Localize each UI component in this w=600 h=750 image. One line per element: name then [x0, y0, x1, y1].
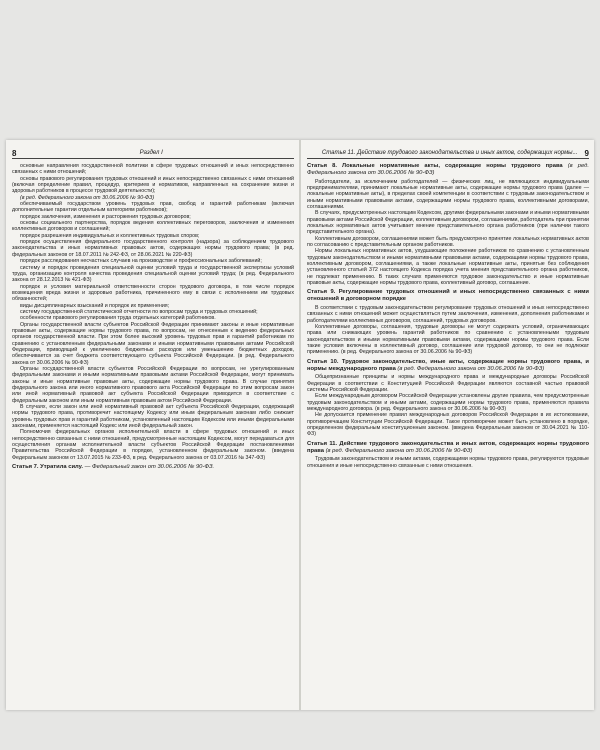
paragraph: порядок расследования несчастных случаев на производстве и профессиональных заболеваний; [20, 258, 262, 265]
article-7-title: Статья 7. Утратила силу. [12, 464, 83, 471]
left-page-number: 8 [12, 149, 17, 158]
right-page-number: 9 [584, 149, 589, 158]
article-10-heading [307, 359, 589, 373]
article-11-heading [307, 441, 589, 455]
paragraph: Органы государственной власти субъектов Российской Федерации по вопросам, не урегулированным федеральными законами и иными нормативными правовыми актами Российской Федерации, могут принимать законы и иные нормативные правовые акты, содержащие нормы трудового права. В случае принятия федерального закона или иного нормативного правового акта Российской Федерации по этим вопросам закон или иной нормативный правовой акт субъекта Российской Федерации приводится в соответствие с федеральным законом или иным нормативным правовым актом Российской Федерации. [12, 366, 294, 404]
paragraph: Коллективные договоры, соглашения, трудовые договоры не могут содержать условий, ограничивающих права или снижающих уровень гарантий работников по сравнению с установленными трудовым законодательством и иными нормативными правовыми актами, содержащими нормы трудового права. Если такие условия включены в коллективный договор, соглашение или трудовой договор, то они не подлежат применению. (в ред. Федерального закона от 30.06.2006 № 90-ФЗ) [307, 324, 589, 356]
paragraph: основные направления государственной политики в сфере трудовых отношений и иных непосредственно связанных с ними отношений; [12, 163, 294, 176]
paragraph: основы правового регулирования трудовых отношений и иных непосредственно связанных с ними отношений (включая определение правил, процедур, критериев и нормативов, направленных на сохранение жизни и здоровья работников в процессе трудовой деятельности); [12, 175, 294, 195]
paragraph: Коллективным договором, соглашениями может быть предусмотрено принятие локальных нормативных актов по согласованию с представительным органом работников. [307, 235, 589, 249]
book-spread [6, 140, 594, 710]
book-gutter [299, 140, 301, 710]
article-8-edition: (в ред. Федерального закона от 30.06.2006 № 90-ФЗ) [307, 163, 589, 176]
paragraph: В соответствии с трудовым законодательством регулирование трудовых отношений и иных непосредственно связанных с ними отношений может осуществляться путем заключения, изменения, дополнения работниками и работодателями коллективных договоров, соглашений, трудовых договоров. [307, 305, 589, 324]
paragraph: обеспечиваемый государством уровень трудовых прав, свобод и гарантий работникам (включая дополнительные гарантии отдельным категориям работников); [12, 201, 294, 214]
paragraph: порядок и условия материальной ответственности сторон трудового договора, в том числе порядок возмещения вреда жизни и здоровью работника, причиненного ему в связи с исполнением им трудовых обязанностей; [12, 283, 294, 303]
paragraph: порядок разрешения индивидуальных и коллективных трудовых споров; [20, 232, 200, 239]
article-11-edition: (в ред. Федерального закона от 30.06.2006 № 90-ФЗ) [325, 447, 473, 454]
paragraph: виды дисциплинарных взысканий и порядок их применения; [20, 302, 170, 309]
article-8-heading [307, 163, 589, 177]
running-head-title: Статья 11. Действие трудового законодательства и иных актов, содержащих нормы... [321, 150, 578, 156]
section-title: Раздел I [139, 150, 163, 156]
paragraph: систему и порядок проведения специальной оценки условий труда и государственной экспертизы условий труда, организацию контроля качества проведения специальной оценки условий труда; (в ред. Федерального закона от 28.12.2013 № 421-ФЗ) [12, 264, 294, 284]
paragraph: Нормы локальных нормативных актов, ухудшающие положение работников по сравнению с установленным трудовым законодательством и иными нормативными правовыми актами, содержащими нормы трудового права, коллективным договором, соглашениями, а также локальные нормативные акты, принятые без соблюдения установленного статьей 372 настоящего Кодекса порядка учета мнения представительного органа работников, не подлежат применению. В таких случаях применяются трудовое законодательство и иные нормативные правовые акты, содержащие нормы трудового права, коллективный договор, соглашение. [307, 248, 589, 287]
paragraph: основы социального партнерства, порядок ведения коллективных переговоров, заключения и изменения коллективных договоров и соглашений; [12, 220, 294, 233]
right-page [307, 150, 589, 469]
left-page [12, 150, 294, 473]
article-10-edition: (в ред. Федерального закона от 30.06.2006 № 90-ФЗ) [397, 365, 545, 372]
article-11-title: Статья 11. Действие трудового законодательства и иных актов, содержащих нормы трудового права [307, 440, 589, 454]
article-8-title: Статья 8. Локальные нормативные акты, содержащие нормы трудового права [307, 163, 563, 169]
right-running-head [307, 150, 589, 159]
paragraph: Общепризнанные принципы и нормы международного права и международные договоры Российской Федерации в соответствии с Конституцией Российской Федерации являются составной частью правовой системы Российской Федерации. [307, 374, 589, 394]
right-body [307, 163, 589, 469]
paragraph: Работодатели, за исключением работодателей — физических лиц, не являющихся индивидуальными предпринимателями, принимают локальные нормативные акты, содержащие нормы трудового права (далее — локальные нормативные акты), в пределах своей компетенции в соответствии с трудовым законодательством и иными нормативными правовыми актами, содержащими нормы трудового права, коллективными договорами, соглашениями. [307, 178, 589, 210]
paragraph: Трудовым законодательством и иными актами, содержащими нормы трудового права, регулируются трудовые отношения и иные непосредственно связанные с ними отношения. [307, 456, 589, 469]
paragraph: Полномочия федеральных органов исполнительной власти в сфере трудовых отношений и иных непосредственно связанных с ними отношений, предусмотренные настоящим Кодексом, могут передаваться для осуществления органам исполнительной власти субъектов Российской Федерации постановлениями Правительства Российской Федерации в порядке, установленном федеральным законом. (введена Федеральным законом от 13.07.2015 № 233-ФЗ, в ред. Федерального закона от 03.07.2016 № 347-ФЗ) [12, 429, 294, 461]
left-running-head [12, 150, 294, 159]
article-10-title: Статья 10. Трудовое законодательство, иные акты, содержащие нормы трудового права, и нормы международного права [307, 358, 589, 372]
article-9-title: Статья 9. Регулирование трудовых отношений и иных непосредственно связанных с ними отношений в договорном порядке [307, 289, 589, 303]
paragraph: Органы государственной власти субъектов Российской Федерации принимают законы и иные нормативные правовые акты, содержащие нормы трудового права, по вопросам, не отнесенным к ведению федеральных органов государственной власти. При этом более высокий уровень трудовых прав и гарантий работникам по сравнению с установленным федеральными законами и иными нормативными правовыми актами Российской Федерации, приводящий к увеличению бюджетных расходов или уменьшению бюджетных доходов, обеспечивается за счет бюджета соответствующего субъекта Российской Федерации. (в ред. Федерального закона от 30.06.2006 № 90-ФЗ) [12, 321, 294, 366]
article-9-heading [307, 289, 589, 303]
paragraph: порядок осуществления федерального государственного контроля (надзора) за соблюдением трудового законодательства и иных нормативных правовых актов, содержащих нормы трудового права; (в ред. федеральных законов от 18.07.2011 № 242-ФЗ, от 28.06.2021 № 220-ФЗ) [12, 239, 294, 258]
paragraph: порядок заключения, изменения и расторжения трудовых договоров; [20, 213, 191, 220]
paragraph: Не допускается применение правил международных договоров Российской Федерации в их истолковании, противоречащем Конституции Российской Федерации. Такое противоречие может быть установлено в порядке, определенном федеральным конституционным законом. (введена Федеральным законом от 30.04.2021 № 110-ФЗ) [307, 412, 589, 438]
edition-note: (в ред. Федерального закона от 30.06.2006 № 90-ФЗ) [20, 194, 155, 201]
paragraph: В случаях, если закон или иной нормативный правовой акт субъекта Российской Федерации, содержащий нормы трудового права, противоречит настоящему Кодексу или иным федеральным законам либо снижает уровень трудовых прав и гарантий работникам, установленный настоящим Кодексом или иными федеральными законами, применяется настоящий Кодекс или иной федеральный закон. [12, 404, 294, 430]
paragraph: особенности правового регулирования труда отдельных категорий работников. [20, 315, 216, 322]
paragraph: Если международным договором Российской Федерации установлены другие правила, чем предусмотренные трудовым законодательством и иными актами, содержащими нормы трудового права, применяются правила международного договора. (в ред. Федерального закона от 30.06.2006 № 90-ФЗ) [307, 393, 589, 413]
paragraph: В случаях, предусмотренных настоящим Кодексом, другими федеральными законами и иными нормативными правовыми актами Российской Федерации, коллективным договором, соглашениями, работодатель при принятии локальных нормативных актов учитывает мнение представительного органа работников (при наличии такого представительного органа). [307, 210, 589, 236]
left-body [12, 163, 294, 471]
paragraph: систему государственной статистической отчетности по вопросам труда и трудовых отношений; [20, 308, 258, 315]
article-7-note: — Федеральный закон от 30.06.2006 № 90-ФЗ. [84, 464, 215, 471]
article-7-heading [12, 464, 294, 471]
